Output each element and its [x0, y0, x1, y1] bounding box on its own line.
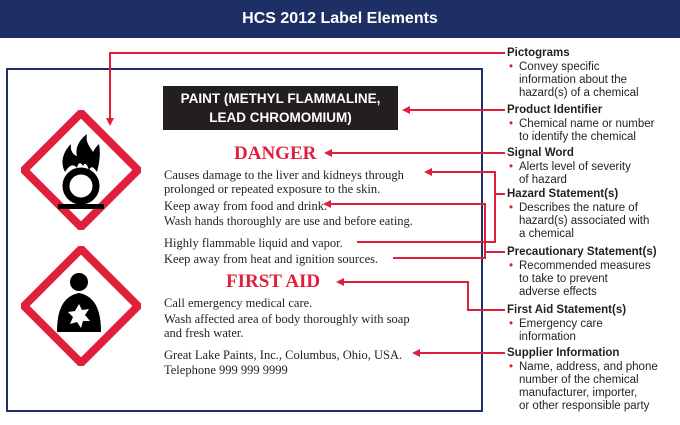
annotation-title: Precautionary Statement(s)	[507, 246, 657, 258]
annotation-title: Pictograms	[507, 47, 570, 59]
annotation-line: • Emergency care	[519, 318, 603, 330]
arrow-pictograms	[110, 53, 505, 124]
supplier-line-1: Great Lake Paints, Inc., Columbus, Ohio, USA.	[164, 348, 403, 362]
first-aid-line-1: Call emergency medical care.	[164, 296, 313, 310]
precautionary-statement-3: Keep away from heat and ignition sources.	[164, 252, 379, 266]
annotation-line: manufacturer, importer,	[519, 387, 638, 399]
annotation-line: • Chemical name or number	[519, 118, 655, 130]
arrow-first-aid	[338, 282, 505, 310]
annotation-line: • Recommended measures	[519, 260, 651, 272]
annotation-line: number of the chemical	[519, 374, 639, 386]
annotation-line: • Convey specific	[519, 61, 600, 73]
hazard-statement-1b: prolonged or repeated exposure to the skin.	[164, 182, 381, 196]
first-aid-title: FIRST AID	[226, 271, 321, 292]
annotation-title: Product Identifier	[507, 104, 603, 116]
arrow-hazard-statements-2	[357, 194, 495, 242]
signal-word: DANGER	[234, 143, 317, 164]
annotation-line: information about the	[519, 74, 628, 86]
annotation-line: or other responsible party	[519, 400, 650, 412]
annotation-line: to identify the chemical	[519, 131, 636, 143]
hazard-statement-2: Highly flammable liquid and vapor.	[164, 236, 343, 250]
hazard-statement-1a: Causes damage to the liver and kidneys through	[164, 168, 404, 182]
annotation-title: Signal Word	[507, 147, 574, 159]
arrow-hazard-statements-1	[426, 172, 505, 194]
annotation-title: Supplier Information	[507, 347, 620, 359]
annotation-line: information	[519, 331, 576, 343]
annotation-line: hazard(s) associated with	[519, 215, 650, 227]
annotation-line: of hazard	[519, 174, 567, 186]
product-line-1: PAINT (METHYL FLAMMALINE,	[180, 91, 381, 106]
arrow-precautionary-statements-2	[393, 252, 485, 258]
annotation-title: First Aid Statement(s)	[507, 304, 627, 316]
supplier-line-2: Telephone 999 999 9999	[164, 363, 288, 377]
annotation-line: hazard(s) of a chemical	[519, 87, 639, 99]
annotation-line: to take to prevent	[519, 273, 608, 285]
annotation-line: a chemical	[519, 228, 574, 240]
first-aid-line-2b: and fresh water.	[164, 326, 244, 340]
product-line-2: LEAD CHROMOMIUM)	[209, 110, 352, 125]
annotation-title: Hazard Statement(s)	[507, 188, 619, 200]
header-title: HCS 2012 Label Elements	[0, 0, 680, 38]
precautionary-statement-2: Wash hands thoroughly are use and before eating.	[164, 214, 413, 228]
first-aid-line-2a: Wash affected area of body thoroughly with soap	[164, 312, 410, 326]
precautionary-statement-1: Keep away from food and drink.	[164, 199, 328, 213]
annotation-line: • Alerts level of severity	[519, 161, 631, 173]
annotation-line: • Describes the nature of	[519, 202, 638, 214]
annotation-line: adverse effects	[519, 286, 597, 298]
annotation-line: • Name, address, and phone	[519, 361, 658, 373]
arrow-precautionary-statements-1	[325, 204, 505, 252]
